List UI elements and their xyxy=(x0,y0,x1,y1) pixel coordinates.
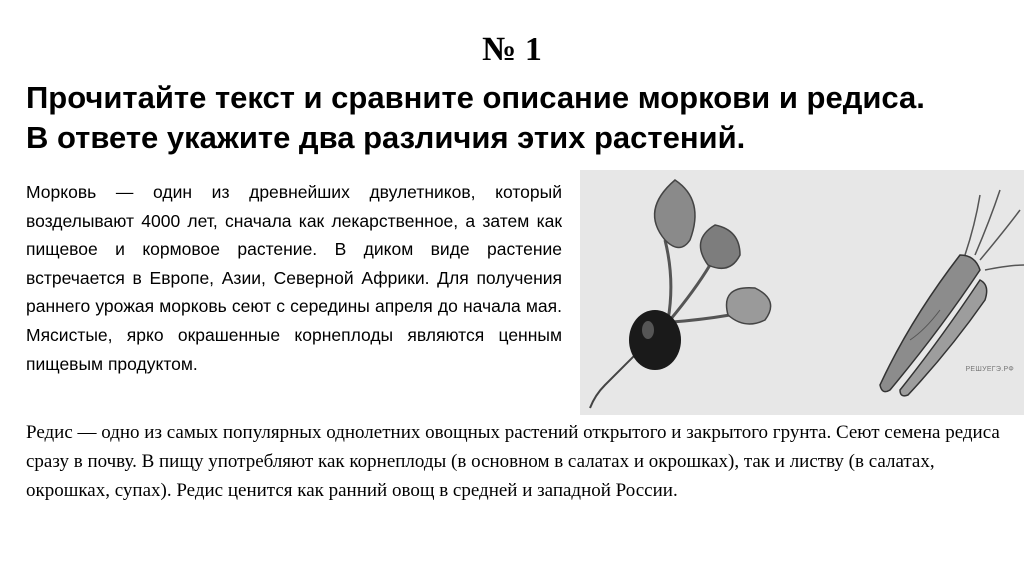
radish-stem-3 xyxy=(672,315,730,322)
task-title-line-2: В ответе укажите два различия этих растений. xyxy=(26,120,746,155)
radish-leaf-2 xyxy=(700,225,740,268)
radish-tail-root xyxy=(590,350,640,408)
carrot-description: Морковь — один из древнейших двулетников, который возделывают 4000 лет, сначала как лекарственное, а затем как пищевое и кормовое растение. В диком виде растение встречается в Европе, Азии, Северной Африки. Для получения раннего урожая морковь сеют с середины апреля до начала мая. Мясистые, ярко окрашенные корнеплоды являются ценным пищевым продуктом. xyxy=(26,182,562,374)
watermark: РЕШУЕГЭ.РФ xyxy=(965,366,1014,373)
carrot-foliage-3 xyxy=(965,195,980,255)
radish-leaf-1 xyxy=(655,180,695,248)
radish-root xyxy=(629,310,681,370)
radish-stem-1 xyxy=(665,240,671,320)
plants-illustration xyxy=(580,170,1024,415)
radish-leaf-3 xyxy=(727,288,771,324)
task-title xyxy=(26,78,1006,158)
radish-carrot-drawing xyxy=(580,170,1024,415)
carrot-foliage-2 xyxy=(980,210,1020,260)
radish-description: Редис — одно из самых популярных однолетних овощных растений открытого и закрытого грунта. Сеют семена редиса сразу в почву. В пищу употребляют как корнеплоды (в основном в салатах и окрошках), так и листву (в салатах, окрошках, супах). Редис ценится как ранний овощ в средней и западной России. xyxy=(26,422,1000,501)
radish-root-highlight xyxy=(642,321,654,339)
radish-stem-2 xyxy=(670,265,710,320)
task-title-line-1: Прочитайте текст и сравните описание моркови и редиса. xyxy=(26,80,925,115)
task-number: № 1 xyxy=(482,31,542,68)
carrot-foliage-4 xyxy=(985,265,1024,270)
